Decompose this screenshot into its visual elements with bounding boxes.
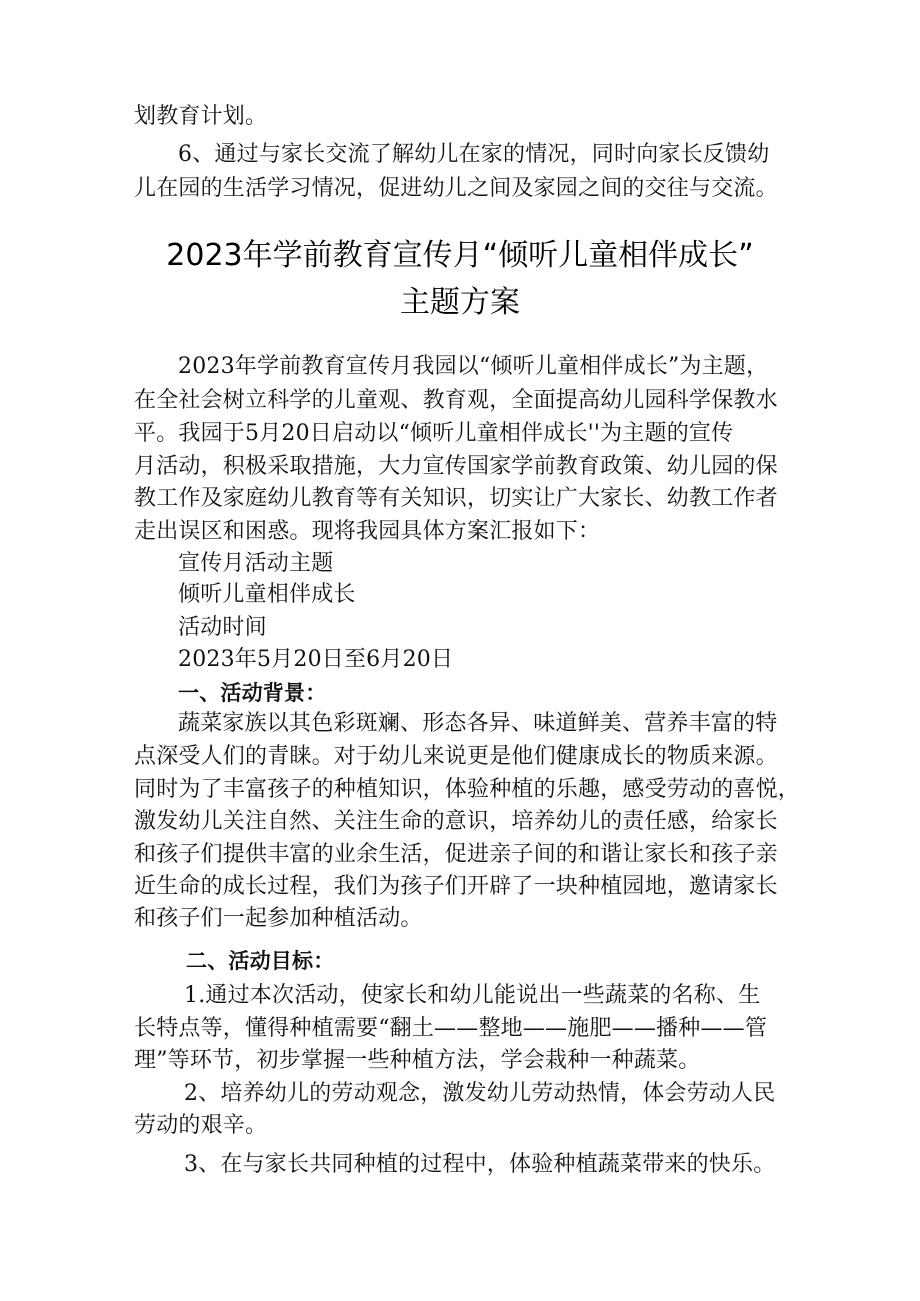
intro-line-1: 划教育计划。 bbox=[134, 104, 268, 129]
background-line-5: 和孩子们提供丰富的业余生活，促进亲子间的和谐让家长和孩子亲 bbox=[134, 842, 778, 867]
goal-1-line-2: 长特点等，懂得种植需要“翻土——整地——施肥——播种——管 bbox=[134, 1016, 768, 1041]
background-line-3: 同时为了丰富孩子的种植知识，体验种植的乐趣，感受劳动的喜悦， bbox=[134, 777, 801, 802]
goal-1-line-1: 1.通过本次活动，使家长和幼儿能说出一些蔬菜的名称、生 bbox=[184, 983, 761, 1008]
overview-line-2: 在全社会树立科学的儿童观、教育观，全面提高幼儿园科学保教水 bbox=[134, 388, 778, 413]
goal-2-line-1: 2、培养幼儿的劳动观念，激发幼儿劳动热情，体会劳动人民 bbox=[184, 1081, 776, 1106]
background-line-4: 激发幼儿关注自然、关注生命的意识，培养幼儿的责任感，给家长 bbox=[134, 809, 778, 834]
theme-label: 宣传月活动主题 bbox=[178, 551, 334, 576]
item6-line-1: 6、通过与家长交流了解幼儿在家的情况，同时向家长反馈幼 bbox=[178, 142, 770, 167]
overview-line-3: 平。我园于5月20日启动以“倾听儿童相伴成长''为主题的宣传 bbox=[134, 421, 734, 446]
background-line-6: 近生命的成长过程，我们为孩子们开辟了一块种植园地，邀请家长 bbox=[134, 874, 778, 899]
goal-2-line-2: 劳动的艰辛。 bbox=[134, 1113, 268, 1138]
document-title-line-1: 2023年学前教育宣传月“倾听儿童相伴成长” bbox=[166, 238, 754, 273]
goals-heading: 二、活动目标： bbox=[186, 949, 335, 973]
document-title-line-2: 主题方案 bbox=[400, 285, 520, 320]
overview-line-1: 2023年学前教育宣传月我园以“倾听儿童相伴成长”为主题， bbox=[178, 354, 769, 379]
goal-1-line-3: 理”等环节，初步掌握一些种植方法，学会栽种一种蔬菜。 bbox=[134, 1048, 701, 1073]
theme-value: 倾听儿童相伴成长 bbox=[178, 582, 356, 607]
goal-3-line-1: 3、在与家长共同种植的过程中，体验种植蔬菜带来的快乐。 bbox=[184, 1152, 776, 1177]
background-heading: 一、活动背景： bbox=[178, 681, 327, 705]
overview-line-5: 教工作及家庭幼儿教育等有关知识，切实让广大家长、幼教工作者 bbox=[134, 486, 778, 511]
item6-line-2: 儿在园的生活学习情况，促进幼儿之间及家园之间的交往与交流。 bbox=[134, 176, 778, 201]
time-value: 2023年5月20日至6月20日 bbox=[178, 647, 454, 672]
time-label: 活动时间 bbox=[178, 615, 267, 640]
background-line-2: 点深受人们的青睐。对于幼儿来说更是他们健康成长的物质来源。 bbox=[134, 744, 778, 769]
overview-line-6: 走出误区和困惑。现将我园具体方案汇报如下： bbox=[134, 519, 601, 544]
overview-line-4: 月活动，积极采取措施，大力宣传国家学前教育政策、幼儿园的保 bbox=[134, 454, 778, 479]
background-line-7: 和孩子们一起参加种植活动。 bbox=[134, 906, 423, 931]
background-line-1: 蔬菜家族以其色彩斑斓、形态各异、味道鲜美、营养丰富的特 bbox=[178, 711, 778, 736]
